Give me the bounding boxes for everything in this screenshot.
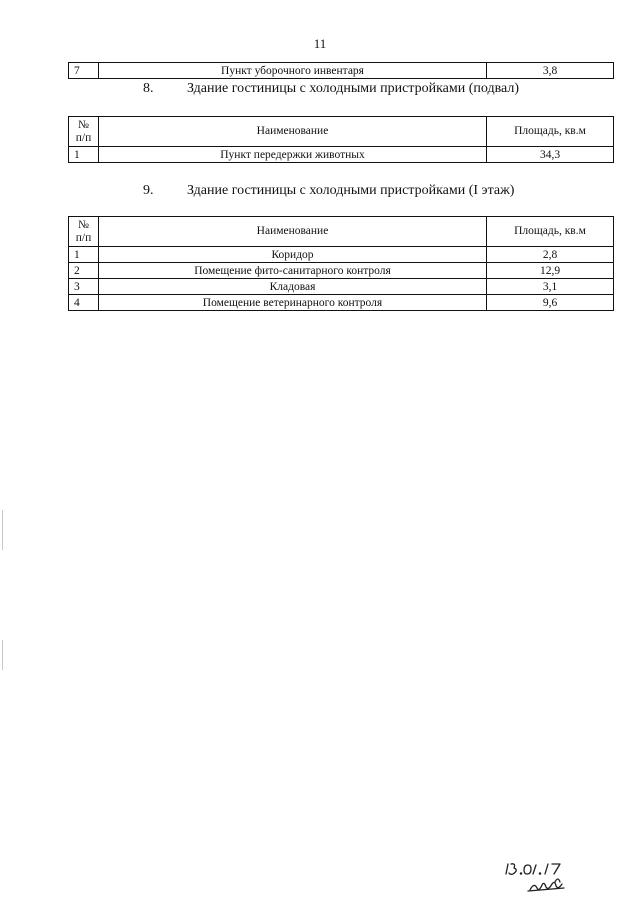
section-8-heading [143,81,519,97]
table-row [69,295,614,311]
scan-edge-mark [2,510,3,550]
section-number: 8. [143,81,154,96]
row-name: Пункт уборочного инвентаря [99,63,487,79]
header-number: № п/п [69,217,99,247]
page-number: 11 [313,36,327,51]
section-9-table [68,216,614,311]
row-number: 1 [69,147,99,163]
row-name: Помещение ветеринарного контроля [99,295,487,311]
row-name: Кладовая [99,279,487,295]
row-number: 7 [69,63,99,79]
table-row [69,247,614,263]
header-area: Площадь, кв.м [487,117,614,147]
row-area: 9,6 [487,295,614,311]
header-number: № п/п [69,117,99,147]
handwritten-date-signature [500,858,590,898]
row-number: 1 [69,247,99,263]
table-row [69,147,614,163]
continued-table [68,62,614,79]
table-header-row [69,117,614,147]
scan-edge-mark [2,640,3,670]
row-number: 3 [69,279,99,295]
table-header-row [69,217,614,247]
section-number: 9. [143,183,154,198]
row-name: Пункт передержки животных [99,147,487,163]
section-9-heading [143,183,514,199]
table-row [69,63,614,79]
row-area: 34,3 [487,147,614,163]
row-number: 4 [69,295,99,311]
table-row [69,279,614,295]
section-title: Здание гостиницы с холодными пристройками (I этаж) [187,183,515,198]
row-area: 12,9 [487,263,614,279]
row-number: 2 [69,263,99,279]
row-name: Помещение фито-санитарного контроля [99,263,487,279]
row-name: Коридор [99,247,487,263]
header-area: Площадь, кв.м [487,217,614,247]
row-area: 3,1 [487,279,614,295]
header-name: Наименование [99,217,487,247]
row-area: 2,8 [487,247,614,263]
section-title: Здание гостиницы с холодными пристройками (подвал) [187,81,520,96]
section-8-table [68,116,614,163]
row-area: 3,8 [487,63,614,79]
table-row [69,263,614,279]
header-name: Наименование [99,117,487,147]
